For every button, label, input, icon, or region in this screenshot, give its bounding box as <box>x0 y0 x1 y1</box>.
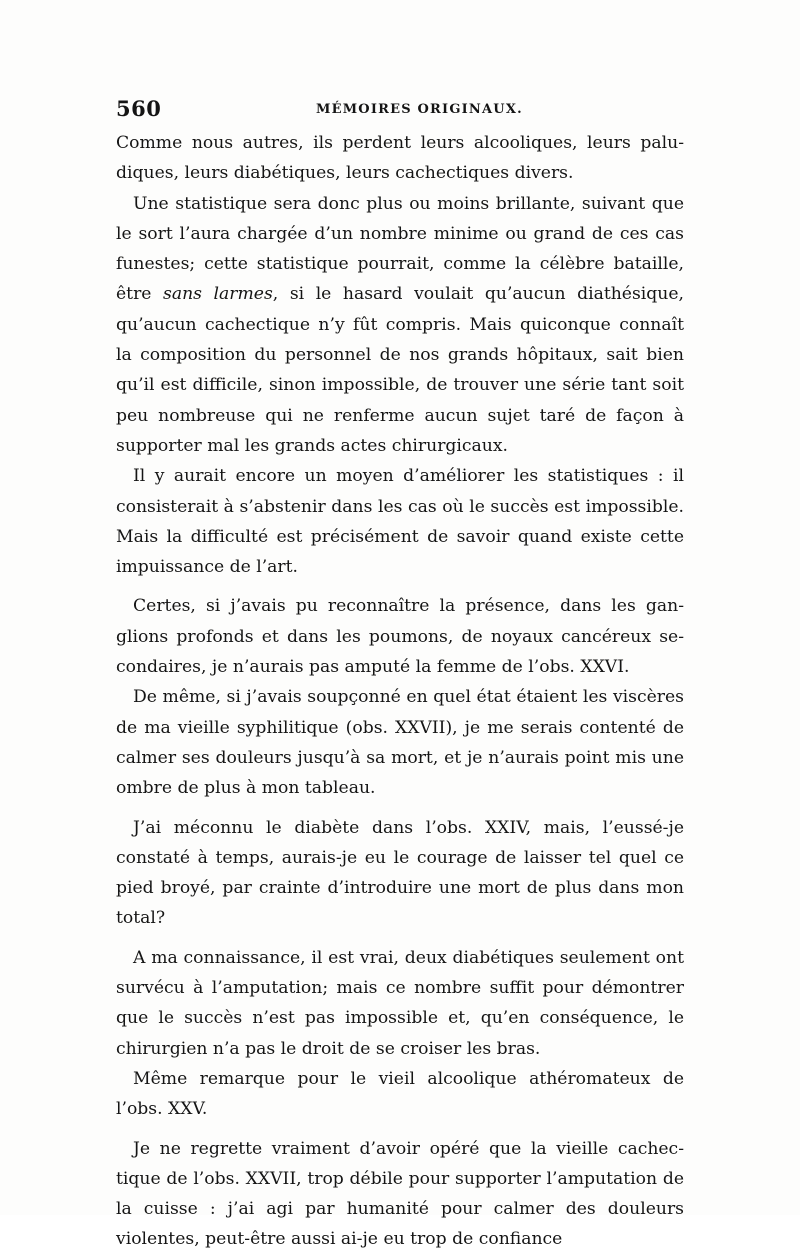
paragraph-9: Je ne regrette vraiment d’avoir opéré que la vieille cachectique de l’obs. XXVII, trop débile pour supporter l’amputation de la cuisse : j’ai agi par humanité pour calmer des douleurs violentes, peut-être aussi ai-je eu trop de confiance <box>116 1138 684 1250</box>
paragraph-7: A ma connaissance, il est vrai, deux diabétiques seulement ont survécu à l’amputation; mais ce nombre suffit pour démontrer que le succès n’est pas impossible et, qu’en conséquence, le chirurgien n’a pas le droit de se croiser les bras. <box>116 947 684 1059</box>
paragraph-8: Même remarque pour le vieil alcoolique athéromateux de l’obs. XXV. <box>116 1068 684 1120</box>
page-header <box>116 96 684 126</box>
paragraph-3: Il y aurait encore un moyen d’améliorer les statistiques : il consisterait à s’abstenir dans les cas où le succès est impossible. Mais la difficulté est précisément de savoir quand existe cette impuissance de l’art. <box>116 466 684 578</box>
paragraph-2 <box>116 189 684 462</box>
paragraph-5: De même, si j’avais soupçonné en quel état étaient les viscères de ma vieille syphilitique (obs. XXVII), je me serais contenté de calmer ses douleurs jusqu’à sa mort, et je n’aurais point mis une ombre de plus à mon tableau. <box>116 687 684 799</box>
paragraph-1: Comme nous autres, ils perdent leurs alcooliques, leurs paludiques, leurs diabétiques, leurs cachectiques divers. <box>116 133 684 184</box>
paragraph-2-after: , si le hasard voulait qu’aucun diathésique, qu’aucun cachectique n’y fût compris. Mais quiconque connaît la composition du personnel de nos grands hôpitaux, sait bien qu’il est difficile, sinon impossible, de trouver une série tant soit peu nombreuse qui ne renferme aucun sujet taré de façon à supporter mal les grands actes chirurgicaux. <box>116 284 684 456</box>
paragraph-2-emphasis: sans larmes <box>163 284 273 305</box>
body-text <box>116 128 684 1255</box>
paragraph-2-before: Une statistique sera donc plus ou moins brillante, suivant que le sort l’aura chargée d’un nombre minime ou grand de ces cas funestes; cette statistique pourrait, comme la célèbre bataille, être <box>116 193 684 305</box>
page-number: 560 <box>116 96 162 121</box>
running-head: MÉMOIRES ORIGINAUX. <box>316 102 523 117</box>
paragraph-6: J’ai méconnu le diabète dans l’obs. XXIV, mais, l’eussé-je constaté à temps, aurais-je eu le courage de laisser tel quel ce pied broyé, par crainte d’introduire une mort de plus dans mon total? <box>116 817 684 929</box>
paragraph-4: Certes, si j’avais pu reconnaître la présence, dans les ganglions profonds et dans les poumons, de noyaux cancéreux secondaires, je n’aurais pas amputé la femme de l’obs. XXVI. <box>116 596 684 678</box>
